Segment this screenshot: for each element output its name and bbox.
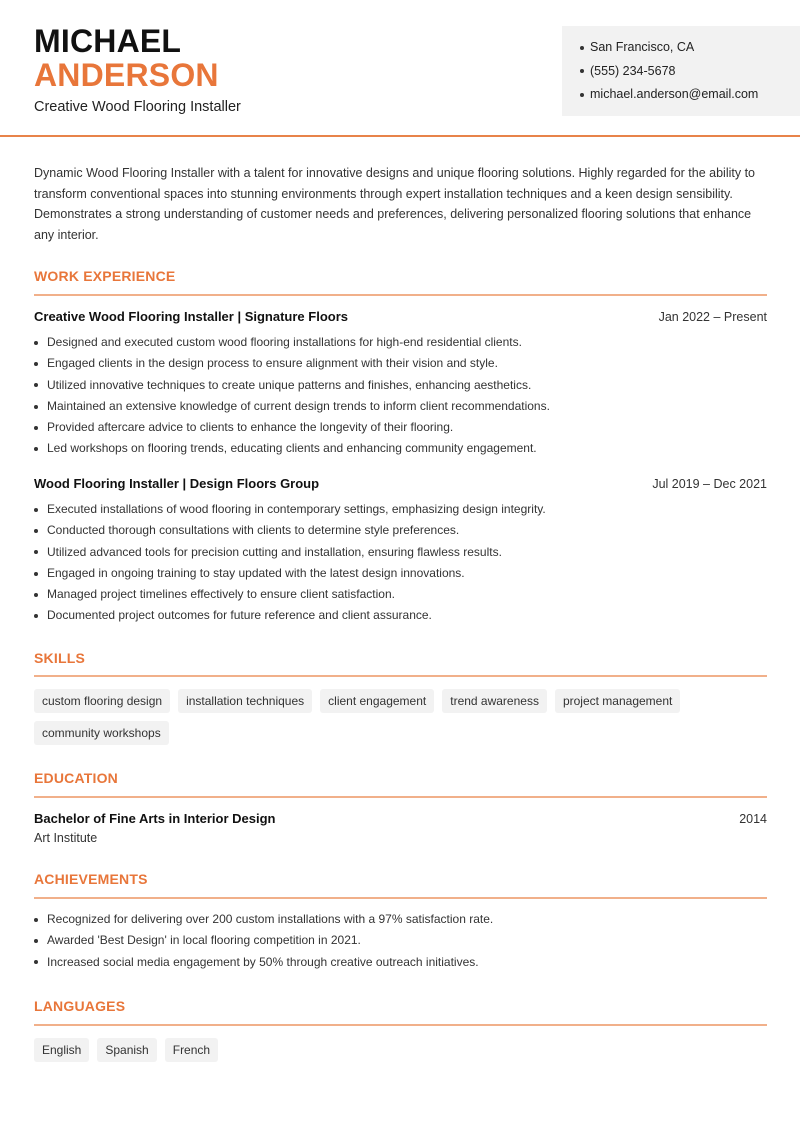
job-date: Jan 2022 – Present [658, 310, 767, 324]
section-title-skills: SKILLS [34, 650, 85, 666]
job-title: Creative Wood Flooring Installer | Signature Floors [34, 309, 348, 324]
job-title-headline: Creative Wood Flooring Installer [34, 99, 241, 115]
education-year: 2014 [739, 812, 767, 826]
bullet-icon [580, 69, 584, 73]
list-item: Engaged clients in the design process to ensure alignment with their vision and style. [34, 353, 767, 374]
job-title: Wood Flooring Installer | Design Floors Group [34, 476, 320, 491]
section-title-education: EDUCATION [34, 770, 118, 786]
contact-box [562, 26, 800, 116]
job-header [34, 476, 767, 491]
skill-tag: project management [555, 689, 680, 713]
skill-tag: client engagement [320, 689, 434, 713]
list-item: Maintained an extensive knowledge of current design trends to inform client recommendations. [34, 396, 767, 417]
bullet-icon [34, 572, 38, 576]
bullet-icon [34, 918, 38, 922]
contact-location: San Francisco, CA [580, 36, 800, 60]
summary-paragraph: Dynamic Wood Flooring Installer with a talent for innovative designs and unique flooring solutions. Highly regarded for the ability to transform conventional spaces into stunning environments through expert installation techniques and a keen design sensibility. Demonstrates a strong understanding of customer needs and preferences, delivering personalized flooring solutions that enhance any interior. [34, 166, 755, 242]
section-divider [34, 1024, 767, 1026]
list-item: Documented project outcomes for future reference and client assurance. [34, 605, 767, 626]
bullet-icon [34, 960, 38, 964]
contact-phone: (555) 234-5678 [580, 60, 800, 84]
section-divider [34, 897, 767, 899]
education-degree: Bachelor of Fine Arts in Interior Design [34, 811, 276, 826]
resume-header [0, 0, 800, 137]
skill-tag: installation techniques [178, 689, 312, 713]
list-item: Utilized advanced tools for precision cutting and installation, ensuring flawless results. [34, 542, 767, 563]
bullet-icon [34, 508, 38, 512]
bullet-icon [580, 93, 584, 97]
achievements-list [34, 909, 767, 973]
bullet-icon [34, 447, 38, 451]
section-divider [34, 294, 767, 296]
section-title-languages: LANGUAGES [34, 998, 126, 1014]
bullet-icon [34, 550, 38, 554]
education-header [34, 811, 767, 826]
list-item: Conducted thorough consultations with clients to determine style preferences. [34, 520, 767, 541]
bullet-icon [34, 405, 38, 409]
list-item: Designed and executed custom wood flooring installations for high-end residential clients. [34, 332, 767, 353]
list-item: Provided aftercare advice to clients to enhance the longevity of their flooring. [34, 417, 767, 438]
last-name: ANDERSON [34, 57, 219, 93]
language-tag: Spanish [97, 1038, 156, 1062]
bullet-icon [34, 426, 38, 430]
section-divider [34, 796, 767, 798]
job-header [34, 309, 767, 324]
bullet-icon [34, 362, 38, 366]
skill-tag: community workshops [34, 721, 169, 745]
language-tag: English [34, 1038, 89, 1062]
job-bullets [34, 332, 767, 460]
skills-tags [34, 689, 767, 745]
bullet-icon [34, 939, 38, 943]
education-school: Art Institute [34, 831, 98, 845]
job-bullets [34, 499, 767, 627]
list-item: Managed project timelines effectively to ensure client satisfaction. [34, 584, 767, 605]
bullet-icon [34, 614, 38, 618]
list-item: Executed installations of wood flooring in contemporary settings, emphasizing design integrity. [34, 499, 767, 520]
list-item: Increased social media engagement by 50% through creative outreach initiatives. [34, 952, 767, 973]
job-date: Jul 2019 – Dec 2021 [652, 477, 767, 491]
bullet-icon [34, 383, 38, 387]
list-item: Engaged in ongoing training to stay updated with the latest design innovations. [34, 563, 767, 584]
first-name: MICHAEL [34, 23, 182, 59]
list-item: Recognized for delivering over 200 custom installations with a 97% satisfaction rate. [34, 909, 767, 930]
contact-email: michael.anderson@email.com [580, 83, 800, 107]
list-item: Led workshops on flooring trends, educating clients and enhancing community engagement. [34, 438, 767, 459]
skill-tag: trend awareness [442, 689, 547, 713]
bullet-icon [34, 593, 38, 597]
language-tag: French [165, 1038, 218, 1062]
section-divider [34, 675, 767, 677]
section-title-work: WORK EXPERIENCE [34, 268, 176, 284]
candidate-name [34, 24, 219, 92]
bullet-icon [580, 46, 584, 50]
section-title-achievements: ACHIEVEMENTS [34, 871, 148, 887]
list-item: Awarded 'Best Design' in local flooring competition in 2021. [34, 930, 767, 951]
bullet-icon [34, 529, 38, 533]
bullet-icon [34, 341, 38, 345]
list-item: Utilized innovative techniques to create unique patterns and finishes, enhancing aesthetics. [34, 375, 767, 396]
skill-tag: custom flooring design [34, 689, 170, 713]
languages-tags [34, 1038, 767, 1062]
